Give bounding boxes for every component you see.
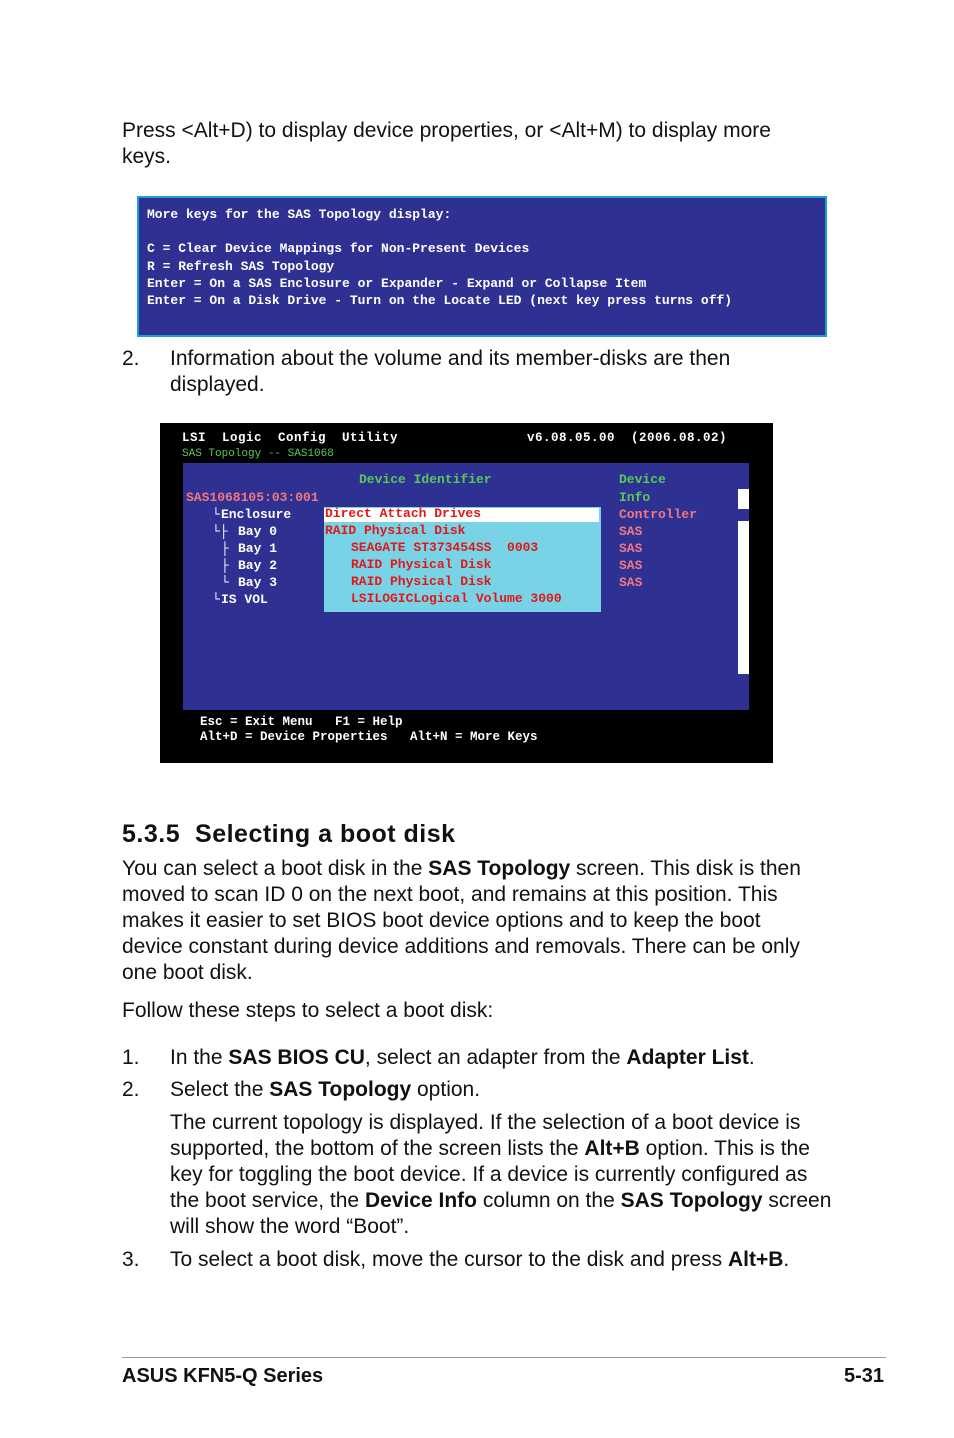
step-2-text [170, 1077, 850, 1103]
text-run: . [783, 1248, 790, 1271]
text-run: You can select a boot disk in the [122, 857, 429, 880]
text-line: key for toggling the boot device. If a device is currently configured as [170, 1163, 808, 1186]
help-line-1: Esc = Exit Menu F1 = Help [200, 715, 403, 729]
sas-bios-cu-term: SAS BIOS CU [228, 1046, 365, 1069]
more-keys-title: More keys for the SAS Topology display: [147, 207, 452, 222]
col-info: Info [619, 490, 651, 505]
text-line: one boot disk. [122, 961, 253, 984]
help-line-2: Alt+D = Device Properties Alt+N = More Keys [200, 730, 538, 744]
tree-connector: ├ [221, 558, 229, 573]
text-run: option. This is the [639, 1137, 810, 1160]
steps-intro: Follow these steps to select a boot disk: [122, 999, 494, 1022]
text-line: device constant during device additions and removals. There can be only [122, 935, 800, 958]
tree-item-bay[interactable]: Bay 0 [238, 524, 278, 539]
identifier-item[interactable]: SEAGATE ST373454SS 0003 [351, 540, 539, 555]
key-line: Enter = On a Disk Drive - Turn on the Locate LED (next key press turns off) [147, 293, 733, 309]
step-2-info-number: 2. [122, 347, 140, 370]
text-run: screen [762, 1189, 832, 1212]
step-3-number: 3. [122, 1248, 140, 1271]
scrollbar-thumb-gap [738, 509, 749, 521]
alt-b-term: Alt+B [727, 1248, 784, 1271]
key-line: C = Clear Device Mappings for Non-Present Devices [147, 241, 530, 257]
text-run: column on the [477, 1189, 621, 1212]
text-run: the boot service, the [170, 1189, 365, 1212]
text-line: makes it easier to set BIOS boot device options and to keep the boot [122, 909, 761, 932]
footer-page-number: 5-31 [843, 1365, 884, 1387]
section-heading [122, 818, 456, 850]
text-run: . [748, 1046, 755, 1069]
info-item: SAS [619, 541, 643, 556]
info-item: SAS [619, 575, 643, 590]
adapter-list-term: Adapter List [626, 1046, 749, 1069]
identifier-item[interactable]: Direct Attach Drives [325, 506, 482, 521]
tree-connector: ├ [221, 541, 229, 556]
text-run: supported, the bottom of the screen lists the [170, 1137, 585, 1160]
col-device-identifier: Device Identifier [359, 472, 492, 487]
text-run: , select an adapter from the [364, 1046, 627, 1069]
step-3-text [170, 1247, 850, 1273]
sas-topology-term: SAS Topology [620, 1189, 763, 1212]
tree-connector: └├ [212, 524, 228, 539]
info-item: SAS [619, 558, 643, 573]
step-2-info-text [170, 346, 850, 398]
tree-item-bay[interactable]: Bay 3 [238, 575, 278, 590]
device-info-term: Device Info [364, 1189, 477, 1212]
footer-rule [122, 1357, 886, 1358]
boot-disk-description [122, 856, 852, 986]
step-2-detail [170, 1110, 850, 1240]
intro-line-1: Press <Alt+D) to display device properties, or <Alt+M) to display more [122, 119, 771, 142]
step-2-number: 2. [122, 1078, 140, 1101]
more-keys-box [137, 196, 827, 337]
bios-version: v6.08.05.00 (2006.08.02) [527, 431, 728, 445]
tree-connector: └ [221, 575, 229, 590]
intro-paragraph [122, 118, 842, 170]
text-line: will show the word “Boot”. [170, 1215, 410, 1238]
identifier-item[interactable]: RAID Physical Disk [351, 557, 492, 572]
text-run: screen. This disk is then [570, 857, 801, 880]
step-2-info-line-2: displayed. [170, 373, 265, 396]
tree-item-is-vol[interactable]: IS VOL [221, 592, 268, 607]
alt-b-term: Alt+B [584, 1137, 640, 1160]
text-line: The current topology is displayed. If the selection of a boot device is [170, 1111, 801, 1134]
sas-topology-term: SAS Topology [428, 857, 571, 880]
step-2-info-line-1: Information about the volume and its member-disks are then [170, 347, 731, 370]
identifier-item[interactable]: RAID Physical Disk [325, 523, 466, 538]
more-keys-spacer [147, 223, 817, 240]
text-run: option. [411, 1078, 481, 1101]
tree-item-bay[interactable]: Bay 1 [238, 541, 278, 556]
key-line: Enter = On a SAS Enclosure or Expander - Expand or Collapse Item [147, 275, 647, 291]
section-title: Selecting a boot disk [195, 820, 456, 848]
intro-line-2: keys. [122, 145, 172, 168]
info-item: SAS [619, 524, 643, 539]
adapter-id[interactable]: SAS1068105:03:001 [186, 490, 319, 505]
identifier-item[interactable]: LSILOGICLogical Volume 3000 [351, 591, 562, 606]
step-1-text [170, 1045, 850, 1071]
tree-connector: └ [212, 507, 220, 522]
text-run: To select a boot disk, move the cursor to the disk and press [170, 1248, 728, 1271]
info-item: Controller [619, 507, 698, 522]
key-line: R = Refresh SAS Topology [147, 258, 335, 274]
col-device: Device [619, 472, 666, 487]
bios-title: LSI Logic Config Utility [182, 431, 399, 445]
tree-item-enclosure[interactable]: Enclosure [221, 507, 292, 522]
step-1-number: 1. [122, 1046, 140, 1069]
footer-product: ASUS KFN5-Q Series [122, 1365, 324, 1387]
lsi-config-utility-screenshot [160, 423, 773, 763]
tree-item-bay[interactable]: Bay 2 [238, 558, 278, 573]
identifier-item[interactable]: RAID Physical Disk [351, 574, 492, 589]
text-run: In the [170, 1046, 229, 1069]
text-run: Select the [170, 1078, 270, 1101]
text-line: moved to scan ID 0 on the next boot, and remains at this position. This [122, 883, 778, 906]
sas-topology-term: SAS Topology [269, 1078, 412, 1101]
tree-connector: └ [212, 592, 220, 607]
bios-subtitle: SAS Topology -- SAS1068 [182, 448, 334, 460]
section-number: 5.3.5 [122, 820, 181, 848]
